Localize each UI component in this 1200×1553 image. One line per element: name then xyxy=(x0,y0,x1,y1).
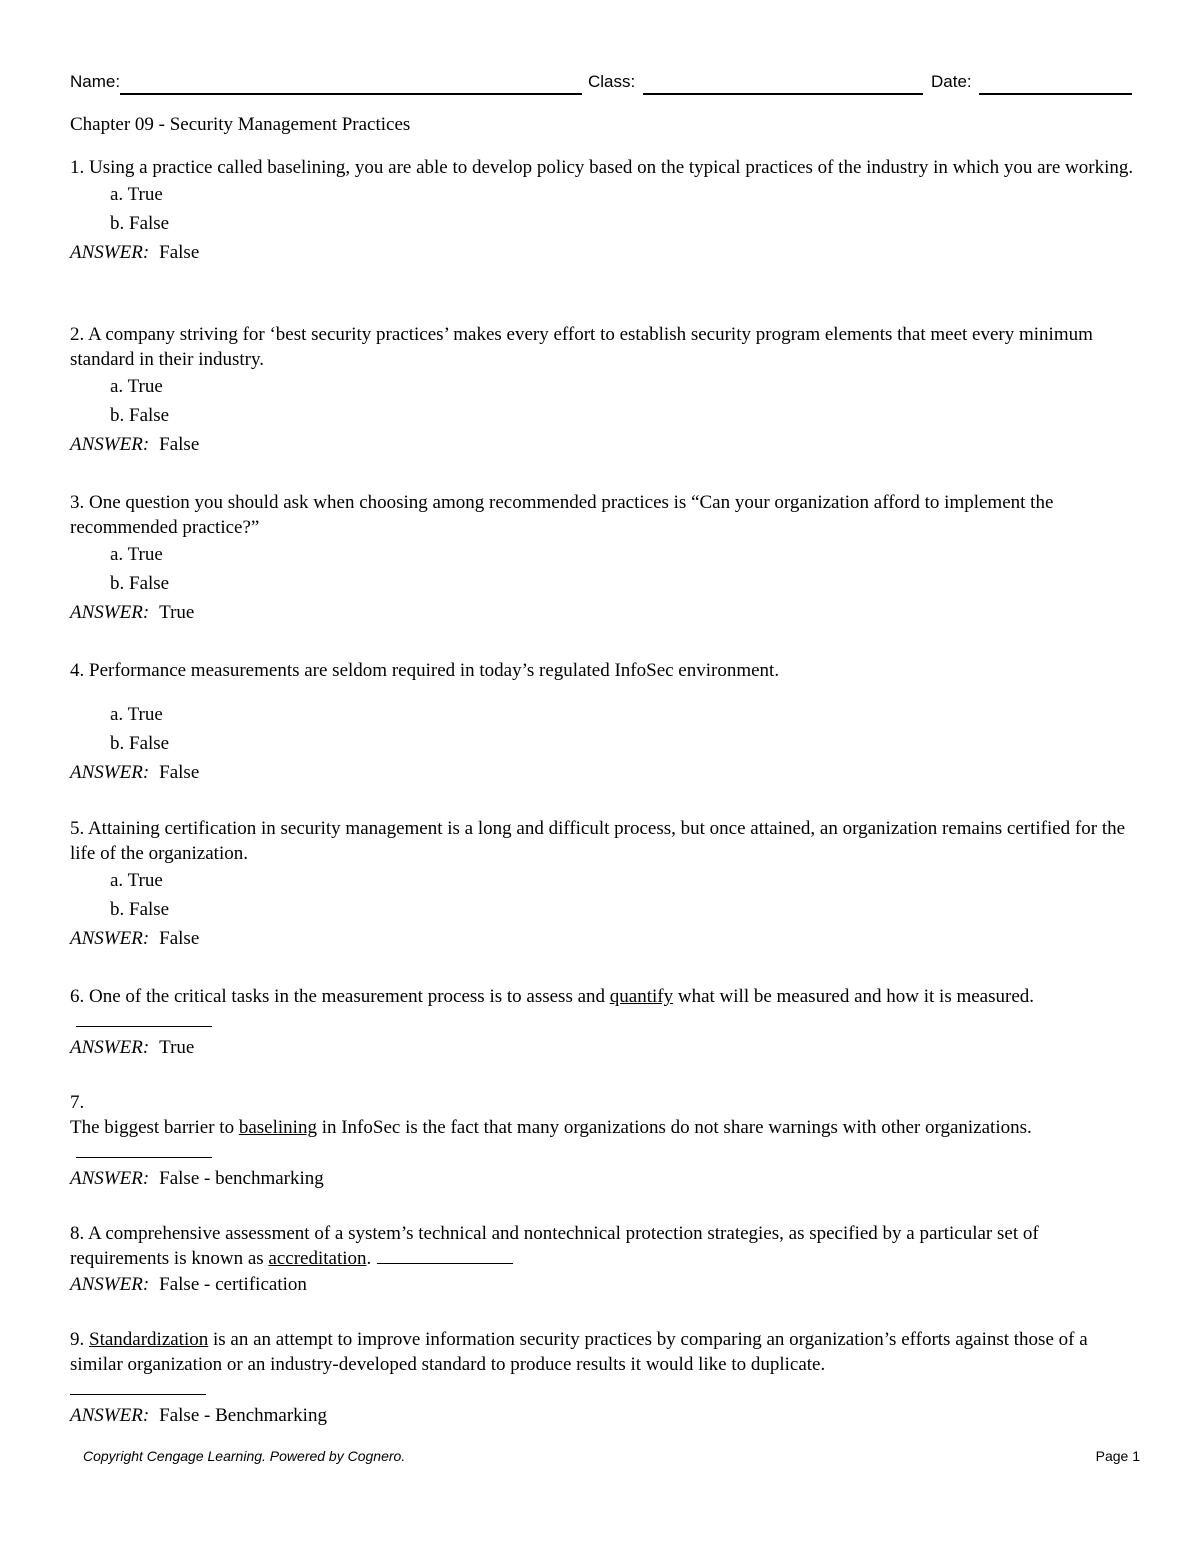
option-false[interactable]: b. False xyxy=(110,405,170,426)
answer-blank[interactable] xyxy=(76,1141,212,1158)
underlined-term: Standardization xyxy=(89,1329,209,1350)
answer-value: False - Benchmarking xyxy=(159,1405,327,1426)
answer-label: ANSWER: xyxy=(70,1168,150,1189)
question-5 xyxy=(70,816,1135,951)
question-5-stem xyxy=(70,816,1135,866)
question-text: One question you should ask when choosing among recommended practices is “Can your organization afford to implement the recommended practice?” xyxy=(70,492,1054,538)
question-number: 5. xyxy=(70,818,85,839)
question-7 xyxy=(70,1090,1135,1191)
answer-label: ANSWER: xyxy=(70,242,150,263)
question-text: A company striving for ‘best security practices’ makes every effort to establish security program elements that meet every minimum standard in their industry. xyxy=(70,324,1093,370)
question-4 xyxy=(70,658,1135,785)
question-7-stem xyxy=(70,1115,1135,1165)
answer-value: False xyxy=(159,762,200,783)
answer-line xyxy=(70,1403,1135,1428)
question-6 xyxy=(70,984,1135,1060)
question-number: 3. xyxy=(70,492,85,513)
answer-value: False xyxy=(159,928,200,949)
answer-blank[interactable] xyxy=(70,1378,206,1395)
question-number: 4. xyxy=(70,660,85,681)
page-number: Page 1 xyxy=(1095,1448,1140,1464)
question-3-stem xyxy=(70,490,1135,540)
question-2-stem xyxy=(70,322,1135,372)
date-label: Date: xyxy=(931,72,972,91)
option-true[interactable]: a. True xyxy=(110,870,163,891)
answer-blank[interactable] xyxy=(76,1010,212,1027)
question-8-stem xyxy=(70,1221,1135,1271)
class-label: Class: xyxy=(588,72,636,91)
question-text: Performance measurements are seldom required in today’s regulated InfoSec environment. xyxy=(89,660,780,681)
question-text: The biggest barrier to xyxy=(70,1117,235,1138)
name-label: Name: xyxy=(70,72,121,91)
question-2 xyxy=(70,322,1135,457)
answer-value: True xyxy=(159,602,195,623)
question-1 xyxy=(70,155,1135,265)
question-text: Attaining certification in security management is a long and difficult process, but once attained, an organization remains certified for the life of the organization. xyxy=(70,818,1126,864)
option-true[interactable]: a. True xyxy=(110,376,163,397)
question-number: 8. xyxy=(70,1223,85,1244)
answer-value: False - benchmarking xyxy=(159,1168,324,1189)
underlined-term: accreditation xyxy=(268,1248,367,1269)
answer-value: True xyxy=(159,1037,195,1058)
question-9-stem xyxy=(70,1327,1135,1377)
answer-label: ANSWER: xyxy=(70,602,150,623)
question-text: . xyxy=(366,1248,372,1269)
question-4-stem xyxy=(70,658,1135,683)
question-text: in InfoSec is the fact that many organizations do not share warnings with other organizations. xyxy=(321,1117,1032,1138)
answer-line xyxy=(70,600,1135,625)
option-false[interactable]: b. False xyxy=(110,733,170,754)
question-number: 1. xyxy=(70,157,85,178)
option-true[interactable]: a. True xyxy=(110,544,163,565)
answer-label: ANSWER: xyxy=(70,1037,150,1058)
class-field-line[interactable] xyxy=(643,93,923,95)
answer-blank[interactable] xyxy=(377,1247,513,1264)
answer-line xyxy=(70,926,1135,951)
answer-line xyxy=(70,432,1135,457)
answer-label: ANSWER: xyxy=(70,1405,150,1426)
option-false[interactable]: b. False xyxy=(110,899,170,920)
option-false[interactable]: b. False xyxy=(110,213,170,234)
chapter-title: Chapter 09 - Security Management Practices xyxy=(70,114,411,135)
option-false[interactable]: b. False xyxy=(110,573,170,594)
answer-blank-line xyxy=(70,1377,1135,1402)
question-number: 7. xyxy=(70,1092,85,1113)
answer-label: ANSWER: xyxy=(70,762,150,783)
question-1-stem xyxy=(70,155,1135,180)
option-true[interactable]: a. True xyxy=(110,184,163,205)
question-text: what will be measured and how it is measured. xyxy=(677,986,1035,1007)
question-9 xyxy=(70,1327,1135,1428)
answer-line xyxy=(70,1035,1135,1060)
underlined-term: baselining xyxy=(238,1117,317,1138)
copyright-footer: Copyright Cengage Learning. Powered by Cognero. xyxy=(83,1448,406,1464)
question-text: Using a practice called baselining, you are able to develop policy based on the typical practices of the industry in which you are working. xyxy=(89,157,1134,178)
question-number: 6. xyxy=(70,986,85,1007)
answer-value: False xyxy=(159,242,200,263)
answer-line xyxy=(70,240,1135,265)
question-number: 2. xyxy=(70,324,85,345)
name-field-line[interactable] xyxy=(120,93,582,95)
question-text: A comprehensive assessment of a system’s technical and nontechnical protection strategies, as specified by a particular set of requirements is known as xyxy=(70,1223,1039,1269)
answer-line xyxy=(70,1272,1135,1297)
question-number: 9. xyxy=(70,1329,85,1350)
student-info-header xyxy=(70,72,1132,96)
answer-line xyxy=(70,1166,1135,1191)
question-3 xyxy=(70,490,1135,625)
date-field-line[interactable] xyxy=(979,93,1132,95)
option-true[interactable]: a. True xyxy=(110,704,163,725)
answer-label: ANSWER: xyxy=(70,434,150,455)
question-text: is an an attempt to improve information security practices by comparing an organization’s efforts against those of a similar organization or an industry-developed standard to produce results it would like to duplicate. xyxy=(70,1329,1088,1375)
question-text: One of the critical tasks in the measurement process is to assess and xyxy=(89,986,606,1007)
question-8 xyxy=(70,1221,1135,1297)
underlined-term: quantify xyxy=(609,986,674,1007)
answer-value: False - certification xyxy=(159,1274,307,1295)
answer-line xyxy=(70,760,1135,785)
answer-label: ANSWER: xyxy=(70,928,150,949)
answer-value: False xyxy=(159,434,200,455)
answer-label: ANSWER: xyxy=(70,1274,150,1295)
question-6-stem xyxy=(70,984,1135,1034)
